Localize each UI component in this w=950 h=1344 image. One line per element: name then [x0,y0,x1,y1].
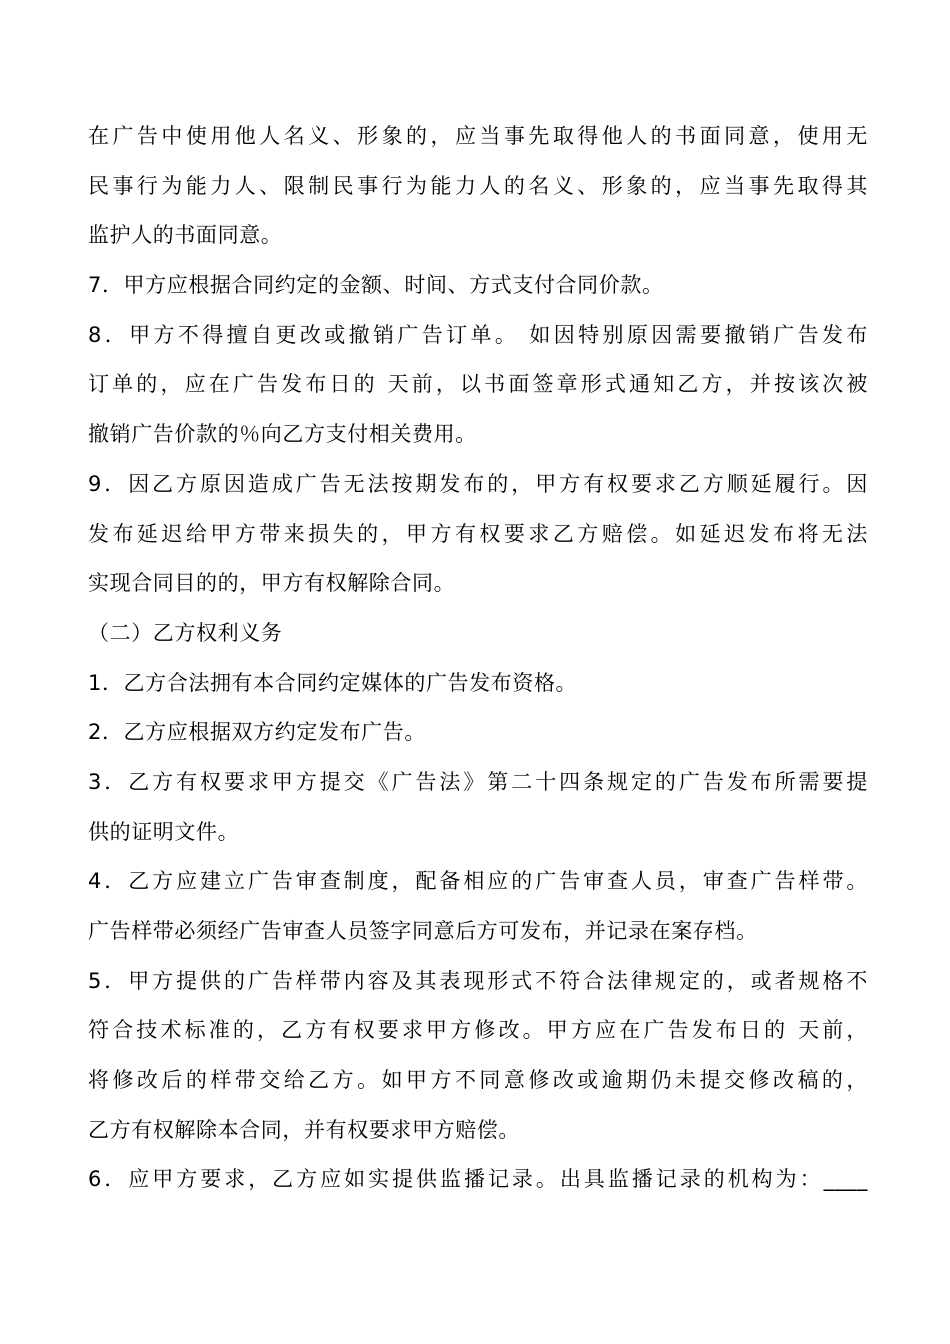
text-line: 3．乙方有权要求甲方提交《广告法》第二十四条规定的广告发布所需要提 [88,769,868,794]
text-line: 订单的，应在广告发布日的 天前，以书面签章形式通知乙方，并按该次被 [88,372,868,397]
text-line: 4．乙方应建立广告审查制度，配备相应的广告审查人员，审查广告样带。 [88,869,868,894]
text-line: 撤销广告价款的％向乙方支付相关费用。 [88,422,477,447]
text-line: 供的证明文件。 [88,819,240,844]
text-line: 5．甲方提供的广告样带内容及其表现形式不符合法律规定的，或者规格不 [88,968,868,993]
text-line: 将修改后的样带交给乙方。如甲方不同意修改或逾期仍未提交修改稿的， [88,1068,868,1093]
text-line: 在广告中使用他人名义、形象的，应当事先取得他人的书面同意，使用无 [88,124,868,148]
text-line: 9．因乙方原因造成广告无法按期发布的，甲方有权要求乙方顺延履行。因 [88,471,868,496]
text-line: 监护人的书面同意。 [88,223,283,248]
section-heading: （二）乙方权利义务 [88,620,283,645]
document-page [88,112,868,1205]
text-line: 广告样带必须经广告审查人员签字同意后方可发布，并记录在案存档。 [88,919,758,943]
text-line: 7．甲方应根据合同约定的金额、时间、方式支付合同价款。 [88,273,664,298]
text-line: 乙方有权解除本合同，并有权要求甲方赔偿。 [88,1117,520,1142]
text-line: 6．应甲方要求，乙方应如实提供监播记录。出具监播记录的机构为：____ [88,1167,868,1192]
text-line: 1．乙方合法拥有本合同约定媒体的广告发布资格。 [88,670,578,695]
text-line: 符合技术标准的，乙方有权要求甲方修改。甲方应在广告发布日的 天前， [88,1018,868,1043]
text-line: 2．乙方应根据双方约定发布广告。 [88,720,426,745]
text-line: 发布延迟给甲方带来损失的，甲方有权要求乙方赔偿。如延迟发布将无法 [88,521,868,546]
text-line: 实现合同目的的，甲方有权解除合同。 [88,571,456,596]
text-line: 民事行为能力人、限制民事行为能力人的名义、形象的，应当事先取得其 [88,173,868,198]
text-line: 8．甲方不得擅自更改或撤销广告订单。 如因特别原因需要撤销广告发布 [88,322,868,347]
